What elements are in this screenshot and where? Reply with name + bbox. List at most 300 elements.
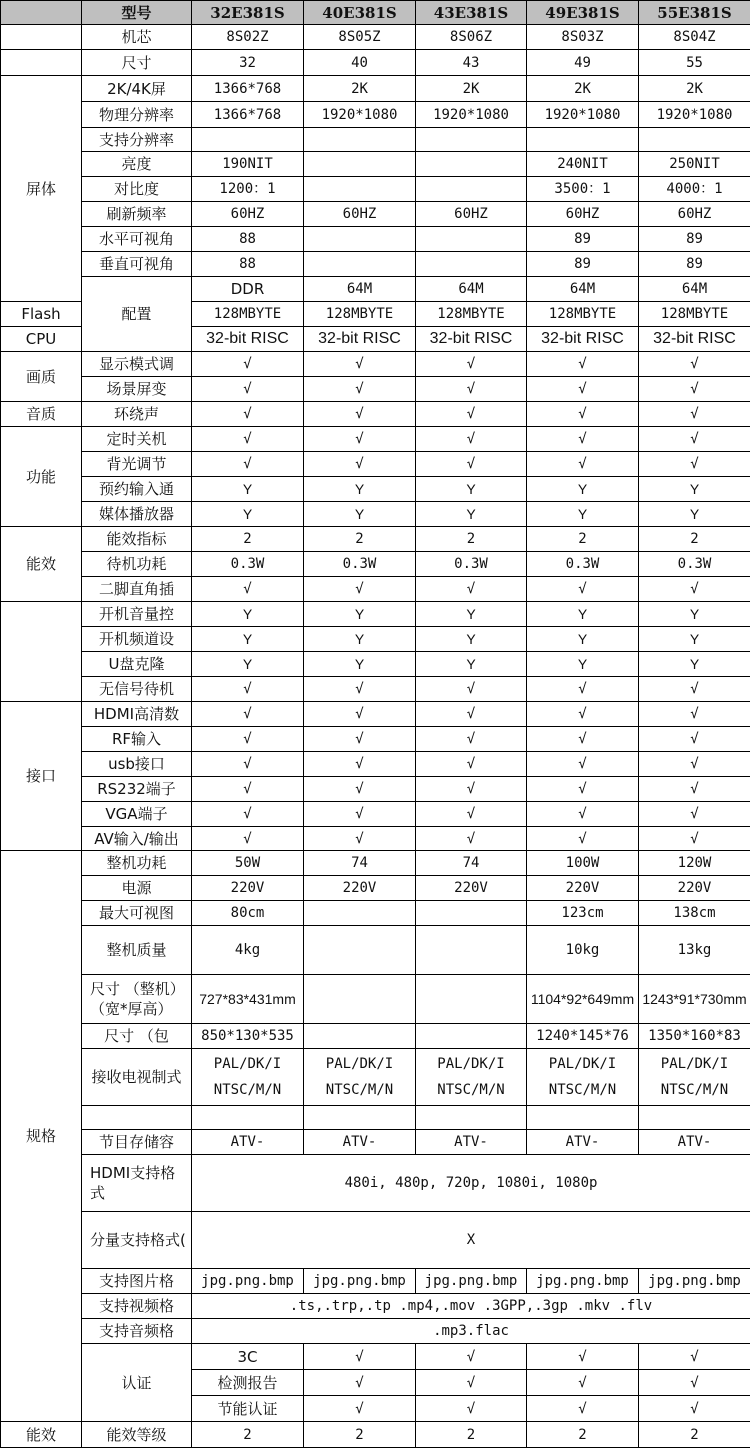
value-cell: √ (527, 427, 639, 452)
value-cell (416, 227, 527, 252)
category-cell (1, 25, 82, 50)
value-cell: √ (304, 377, 416, 402)
table-row (1, 1024, 750, 1049)
value-cell: √ (527, 752, 639, 777)
value-cell: √ (304, 352, 416, 377)
tv-system-line2: NTSC/M/N (660, 1082, 729, 1098)
value-cell: √ (416, 377, 527, 402)
value-cell: Y (304, 602, 416, 627)
value-cell: 2K (527, 76, 639, 102)
value-cell: √ (192, 727, 304, 752)
value-cell: 60HZ (304, 202, 416, 227)
category-cell: 屏体 (1, 76, 82, 302)
table-row (1, 527, 750, 552)
item-label: 电源 (82, 876, 192, 901)
value-cell: 2K (639, 76, 750, 102)
value-cell: 89 (527, 252, 639, 277)
value-cell (304, 975, 416, 1024)
value-cell: 128MBYTE (304, 302, 416, 327)
table-row (1, 1106, 750, 1130)
value-cell (192, 1049, 304, 1106)
value-cell: √ (192, 402, 304, 427)
value-cell: Y (192, 602, 304, 627)
item-label: 二脚直角插 (82, 577, 192, 602)
value-cell: 2 (304, 527, 416, 552)
value-cell: √ (192, 752, 304, 777)
value-cell: √ (639, 802, 750, 827)
value-cell: 0.3W (304, 552, 416, 577)
value-cell: Y (639, 477, 750, 502)
category-cell (1, 602, 82, 702)
value-cell: Y (304, 502, 416, 527)
value-cell: 2 (416, 1422, 527, 1448)
table-row (1, 802, 750, 827)
value-cell: √ (304, 402, 416, 427)
item-label: 场景屏变 (82, 377, 192, 402)
category-cell: 能效 (1, 1422, 82, 1448)
value-cell: √ (639, 1396, 750, 1422)
table-row (1, 1294, 750, 1319)
value-cell: 32 (192, 50, 304, 76)
category-cell: 画质 (1, 352, 82, 402)
value-cell: Y (527, 602, 639, 627)
value-cell: √ (416, 752, 527, 777)
tv-system-line2: NTSC/M/N (437, 1082, 505, 1098)
item-label: DDR (192, 277, 304, 302)
value-cell: 8S04Z (639, 25, 750, 50)
table-row (1, 1319, 750, 1344)
value-cell: 2 (304, 1422, 416, 1448)
table-row (1, 128, 750, 152)
category-cell (1, 50, 82, 76)
value-cell: √ (639, 777, 750, 802)
model-header: 32E381S (192, 1, 304, 25)
value-cell: 43 (416, 50, 527, 76)
value-cell: 0.3W (527, 552, 639, 577)
table-row (1, 1049, 750, 1106)
item-label: 环绕声 (82, 402, 192, 427)
value-cell: √ (304, 677, 416, 702)
table-row (1, 202, 750, 227)
value-cell: 1366*768 (192, 102, 304, 128)
table-row (1, 76, 750, 102)
category-cell: 能效 (1, 527, 82, 602)
header-blank (1, 1, 82, 25)
value-cell: 50W (192, 851, 304, 876)
header-model-label: 型号 (82, 1, 192, 25)
value-cell: 60HZ (527, 202, 639, 227)
value-cell: 1920*1080 (416, 102, 527, 128)
value-cell (639, 1106, 750, 1130)
value-cell: √ (192, 702, 304, 727)
value-cell: √ (416, 1396, 527, 1422)
value-cell: √ (639, 677, 750, 702)
value-cell: √ (527, 352, 639, 377)
table-row (1, 876, 750, 901)
table-row (1, 627, 750, 652)
table-row (1, 752, 750, 777)
table-row (1, 777, 750, 802)
value-cell: jpg.png.bmp (192, 1269, 304, 1294)
value-cell: 8S05Z (304, 25, 416, 50)
value-cell: √ (304, 802, 416, 827)
item-label: 分量支持格式( (82, 1212, 192, 1269)
value-cell: 727*83*431mm (192, 975, 304, 1024)
value-cell: ATV- (416, 1130, 527, 1155)
item-label: 亮度 (82, 152, 192, 177)
value-cell: √ (304, 727, 416, 752)
item-label: 物理分辨率 (82, 102, 192, 128)
value-cell (304, 128, 416, 152)
value-cell: 850*130*535 (192, 1024, 304, 1049)
value-cell: 128MBYTE (192, 302, 304, 327)
value-cell: Y (527, 477, 639, 502)
value-cell: 32-bit RISC (416, 327, 527, 352)
value-cell: 2K (304, 76, 416, 102)
value-cell: 8S02Z (192, 25, 304, 50)
table-row (1, 50, 750, 76)
table-row (1, 377, 750, 402)
value-cell: √ (639, 752, 750, 777)
item-label: 尺寸 （整机）（宽*厚高） (82, 975, 192, 1024)
value-cell: 10kg (527, 926, 639, 975)
value-cell: jpg.png.bmp (416, 1269, 527, 1294)
value-cell: 8S03Z (527, 25, 639, 50)
value-cell (304, 926, 416, 975)
model-header: 49E381S (527, 1, 639, 25)
value-cell (416, 901, 527, 926)
value-cell: √ (416, 402, 527, 427)
tv-system-line2: NTSC/M/N (548, 1082, 617, 1098)
value-cell: √ (416, 727, 527, 752)
category-cell: 接口 (1, 702, 82, 851)
item-label: 支持音频格 (82, 1319, 192, 1344)
table-row (1, 25, 750, 50)
value-cell: ATV- (192, 1130, 304, 1155)
table-row (1, 1344, 750, 1370)
table-row (1, 975, 750, 1024)
value-cell: Y (304, 652, 416, 677)
value-cell: √ (416, 1370, 527, 1396)
value-cell: 1920*1080 (304, 102, 416, 128)
category-cell: 配置 (82, 277, 192, 352)
value-cell: √ (416, 677, 527, 702)
value-cell: √ (527, 802, 639, 827)
table-row (1, 901, 750, 926)
item-label: usb接口 (82, 752, 192, 777)
item-label: AV输入/输出 (82, 827, 192, 851)
item-label: 机芯 (82, 25, 192, 50)
value-cell: √ (304, 577, 416, 602)
value-cell: 0.3W (639, 552, 750, 577)
value-cell: 80cm (192, 901, 304, 926)
value-cell: √ (192, 427, 304, 452)
value-cell: 120W (639, 851, 750, 876)
value-cell: √ (304, 1370, 416, 1396)
table-row (1, 152, 750, 177)
value-cell: √ (192, 577, 304, 602)
item-label: HDMI高清数 (82, 702, 192, 727)
item-label: U盘克隆 (82, 652, 192, 677)
value-cell (304, 1106, 416, 1130)
value-cell: 2 (639, 527, 750, 552)
value-cell: √ (304, 452, 416, 477)
value-cell: 128MBYTE (416, 302, 527, 327)
value-cell: 240NIT (527, 152, 639, 177)
value-cell: 55 (639, 50, 750, 76)
table-row (1, 252, 750, 277)
model-header: 43E381S (416, 1, 527, 25)
value-cell: √ (192, 352, 304, 377)
value-cell: 2K (416, 76, 527, 102)
value-cell: 123cm (527, 901, 639, 926)
value-cell: √ (192, 777, 304, 802)
value-cell: √ (304, 777, 416, 802)
item-label: 尺寸 （包 (82, 1024, 192, 1049)
value-cell: 13kg (639, 926, 750, 975)
table-row (1, 727, 750, 752)
value-cell: Y (527, 652, 639, 677)
value-cell (192, 1106, 304, 1130)
value-cell: √ (527, 727, 639, 752)
value-cell: 3500：1 (527, 177, 639, 202)
value-cell: 74 (304, 851, 416, 876)
value-cell: 1240*145*76 (527, 1024, 639, 1049)
item-label: CPU (1, 327, 82, 352)
table-row (1, 1130, 750, 1155)
value-cell: 128MBYTE (527, 302, 639, 327)
value-cell: 220V (192, 876, 304, 901)
item-label: 整机质量 (82, 926, 192, 975)
item-label: HDMI支持格式 (82, 1155, 192, 1212)
value-cell: ATV- (527, 1130, 639, 1155)
item-label: RS232端子 (82, 777, 192, 802)
value-cell: √ (192, 677, 304, 702)
value-cell: Y (192, 652, 304, 677)
item-label: 对比度 (82, 177, 192, 202)
value-cell: √ (527, 402, 639, 427)
category-cell: 规格 (1, 851, 82, 1422)
value-cell (527, 128, 639, 152)
item-label: 2K/4K屏 (82, 76, 192, 102)
item-label: 支持分辨率 (82, 128, 192, 152)
category-cell: 音质 (1, 402, 82, 427)
table-row (1, 602, 750, 627)
value-cell: 60HZ (192, 202, 304, 227)
item-label: Flash (1, 302, 82, 327)
value-cell: Y (304, 627, 416, 652)
value-cell: √ (639, 452, 750, 477)
value-cell: √ (304, 752, 416, 777)
value-cell: √ (416, 777, 527, 802)
value-cell: 32-bit RISC (639, 327, 750, 352)
value-cell: √ (416, 577, 527, 602)
value-cell: 1243*91*730mm (639, 975, 750, 1024)
item-label: 支持视频格 (82, 1294, 192, 1319)
tv-system-line1: PAL/DK/I (548, 1056, 617, 1072)
value-cell: 1366*768 (192, 76, 304, 102)
item-label: 背光调节 (82, 452, 192, 477)
value-cell: 4000：1 (639, 177, 750, 202)
table-row (1, 102, 750, 128)
value-cell: 1920*1080 (527, 102, 639, 128)
value-cell: 32-bit RISC (192, 327, 304, 352)
value-cell (639, 1049, 750, 1106)
item-label: 节目存储容 (82, 1130, 192, 1155)
value-cell: 1200：1 (192, 177, 304, 202)
item-label: 最大可视图 (82, 901, 192, 926)
value-cell: √ (527, 1370, 639, 1396)
value-cell: Y (416, 502, 527, 527)
value-cell: √ (639, 352, 750, 377)
value-cell (416, 128, 527, 152)
value-cell: .ts,.trp,.tp .mp4,.mov .3GPP,.3gp .mkv .flv (192, 1294, 750, 1319)
tv-system-line2: NTSC/M/N (325, 1082, 394, 1098)
category-cell: 功能 (1, 427, 82, 527)
value-cell (527, 1049, 639, 1106)
value-cell (304, 177, 416, 202)
value-cell: √ (639, 377, 750, 402)
value-cell: 220V (527, 876, 639, 901)
value-cell: 8S06Z (416, 25, 527, 50)
value-cell (192, 128, 304, 152)
value-cell: 64M (527, 277, 639, 302)
value-cell: 250NIT (639, 152, 750, 177)
value-cell: 190NIT (192, 152, 304, 177)
value-cell: √ (639, 402, 750, 427)
table-row (1, 702, 750, 727)
value-cell: 88 (192, 227, 304, 252)
value-cell: 89 (527, 227, 639, 252)
value-cell: √ (527, 777, 639, 802)
value-cell: 64M (304, 277, 416, 302)
value-cell: ATV- (639, 1130, 750, 1155)
value-cell: 32-bit RISC (527, 327, 639, 352)
value-cell: √ (527, 827, 639, 851)
value-cell: Y (416, 602, 527, 627)
value-cell: 60HZ (416, 202, 527, 227)
value-cell: √ (527, 577, 639, 602)
item-label: 无信号待机 (82, 677, 192, 702)
table-row (1, 502, 750, 527)
value-cell: 0.3W (416, 552, 527, 577)
item-label: 接收电视制式 (82, 1049, 192, 1106)
value-cell: Y (416, 477, 527, 502)
table-row (1, 402, 750, 427)
table-row (1, 677, 750, 702)
value-cell: 2 (416, 527, 527, 552)
table-row (1, 452, 750, 477)
table-row (1, 177, 750, 202)
value-cell (416, 1106, 527, 1130)
table-row (1, 926, 750, 975)
value-cell (304, 901, 416, 926)
table-row (1, 477, 750, 502)
value-cell (527, 1106, 639, 1130)
value-cell: ATV- (304, 1130, 416, 1155)
value-cell (416, 152, 527, 177)
tv-system-line1: PAL/DK/I (437, 1056, 505, 1072)
value-cell (416, 177, 527, 202)
value-cell: 1920*1080 (639, 102, 750, 128)
value-cell: 2 (192, 527, 304, 552)
value-cell: jpg.png.bmp (639, 1269, 750, 1294)
value-cell (416, 975, 527, 1024)
item-label: 预约输入通 (82, 477, 192, 502)
value-cell: 220V (416, 876, 527, 901)
table-row (1, 427, 750, 452)
value-cell: √ (304, 827, 416, 851)
model-header: 55E381S (639, 1, 750, 25)
value-cell (304, 152, 416, 177)
value-cell: √ (416, 427, 527, 452)
item-label: 开机频道设 (82, 627, 192, 652)
value-cell (416, 252, 527, 277)
value-cell: X (192, 1212, 750, 1269)
value-cell: 2 (527, 527, 639, 552)
value-cell: Y (639, 602, 750, 627)
value-cell: .mp3.flac (192, 1319, 750, 1344)
item-label (82, 1106, 192, 1130)
value-cell: √ (416, 702, 527, 727)
value-cell: √ (192, 377, 304, 402)
value-cell: √ (527, 452, 639, 477)
value-cell: 220V (639, 876, 750, 901)
value-cell: √ (527, 1396, 639, 1422)
value-cell: √ (639, 577, 750, 602)
value-cell: √ (416, 1344, 527, 1370)
value-cell: √ (416, 802, 527, 827)
table-row (1, 1, 750, 25)
value-cell: 89 (639, 252, 750, 277)
value-cell: 2 (527, 1422, 639, 1448)
value-cell: 220V (304, 876, 416, 901)
value-cell: Y (416, 652, 527, 677)
table-row (1, 552, 750, 577)
value-cell: 2 (192, 1422, 304, 1448)
value-cell: 1104*92*649mm (527, 975, 639, 1024)
value-cell: √ (639, 1370, 750, 1396)
value-cell: 138cm (639, 901, 750, 926)
value-cell (416, 926, 527, 975)
value-cell: 88 (192, 252, 304, 277)
item-label: 垂直可视角 (82, 252, 192, 277)
value-cell: √ (304, 427, 416, 452)
table-row (1, 1269, 750, 1294)
value-cell: Y (304, 477, 416, 502)
table-row (1, 1422, 750, 1448)
value-cell: √ (527, 377, 639, 402)
value-cell: √ (639, 827, 750, 851)
item-label: 媒体播放器 (82, 502, 192, 527)
value-cell (304, 252, 416, 277)
value-cell: Y (639, 627, 750, 652)
value-cell: 60HZ (639, 202, 750, 227)
value-cell (304, 1024, 416, 1049)
value-cell: √ (416, 352, 527, 377)
item-label: 定时关机 (82, 427, 192, 452)
value-cell: √ (639, 427, 750, 452)
value-cell: √ (527, 677, 639, 702)
value-cell: 4kg (192, 926, 304, 975)
item-label: 尺寸 (82, 50, 192, 76)
value-cell: √ (304, 702, 416, 727)
value-cell: 480i, 480p, 720p, 1080i, 1080p (192, 1155, 750, 1212)
item-label: 显示模式调 (82, 352, 192, 377)
value-cell: 2 (639, 1422, 750, 1448)
item-label: 刷新频率 (82, 202, 192, 227)
table-row (1, 1212, 750, 1269)
